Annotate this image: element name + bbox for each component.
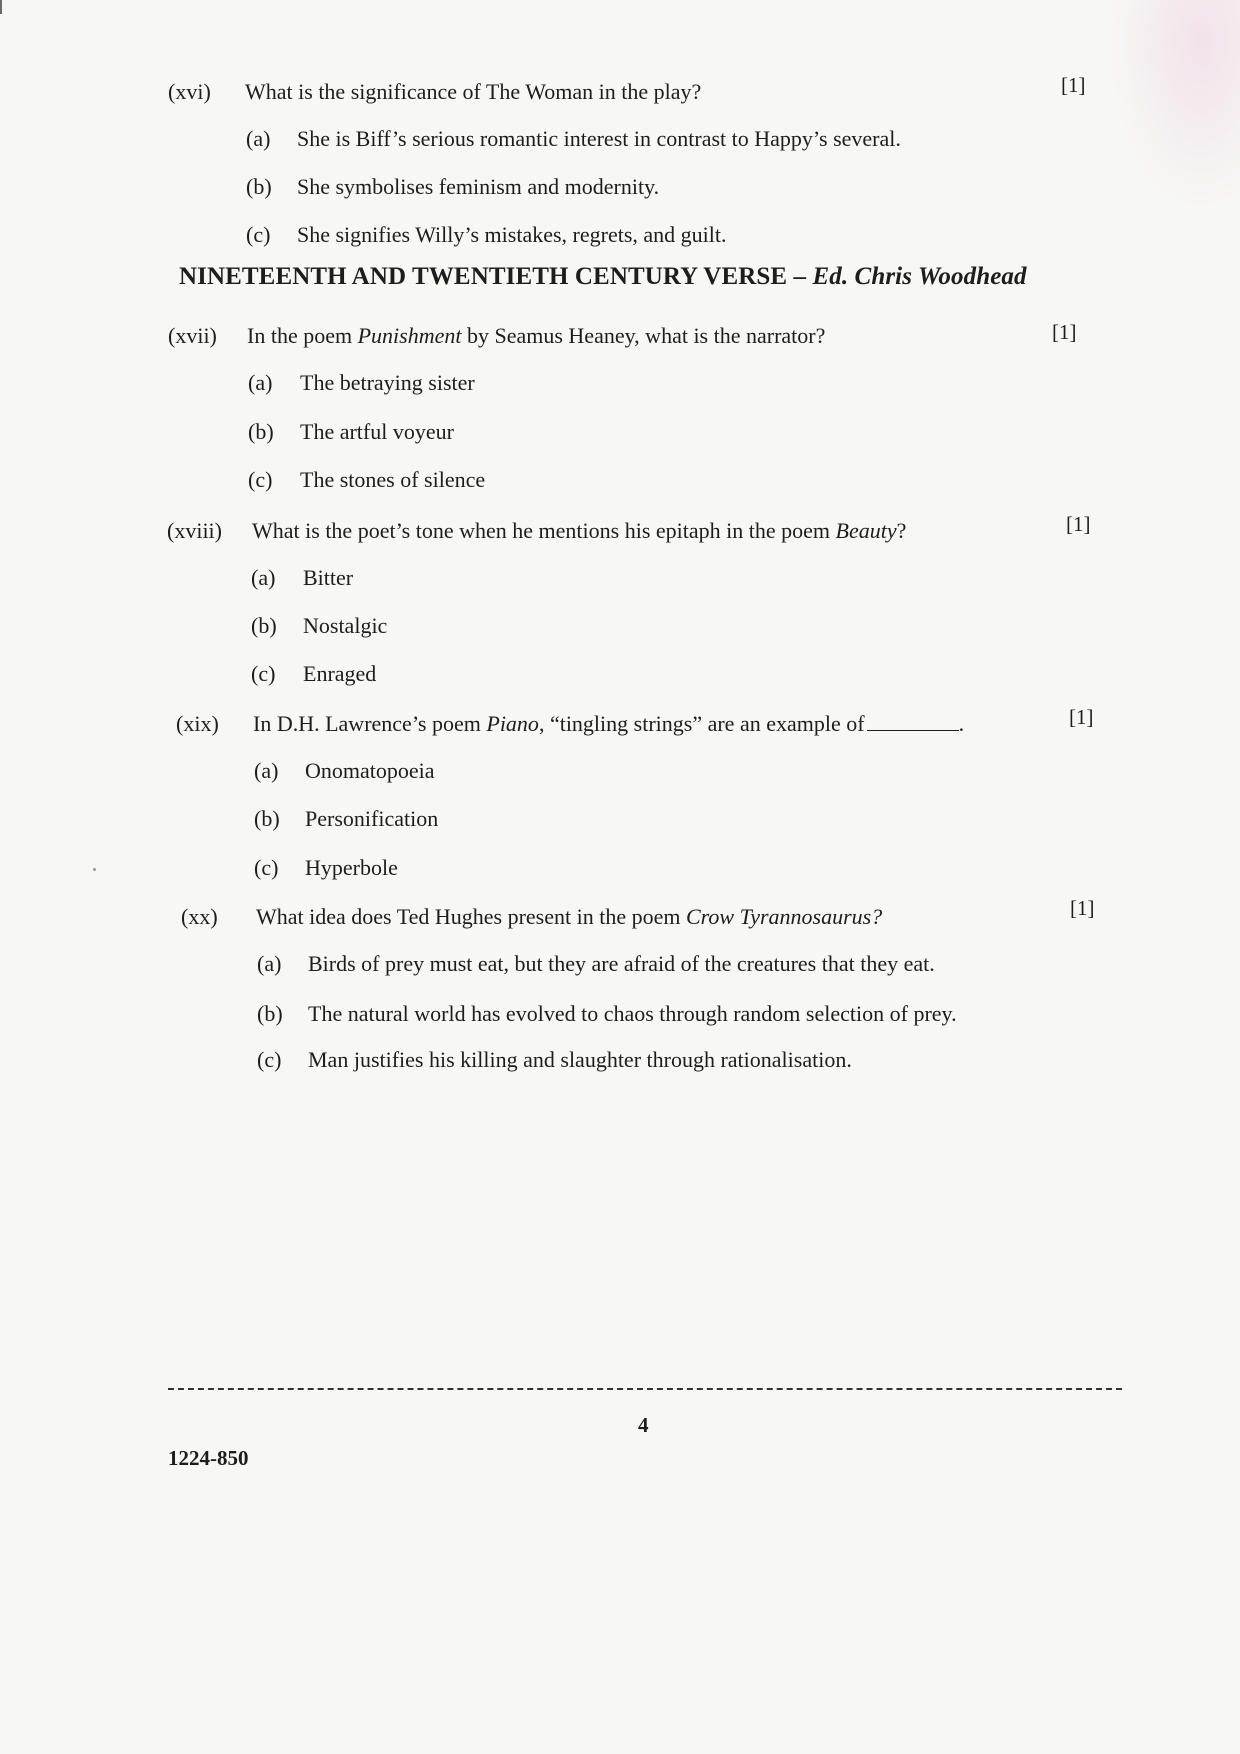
- option-label: (c): [248, 467, 273, 492]
- option-label: (c): [254, 855, 279, 880]
- option-text: The artful voyeur: [300, 419, 454, 444]
- option-text: Onomatopoeia: [305, 758, 435, 783]
- option-text: The natural world has evolved to chaos through random selection of prey.: [308, 1001, 957, 1026]
- section-heading: [179, 263, 1027, 291]
- question-number: (xvii): [168, 323, 217, 348]
- option-text: The betraying sister: [300, 370, 475, 395]
- option-label: (b): [248, 419, 274, 444]
- question-text: In the poem Punishment by Seamus Heaney, what is the narrator?: [247, 323, 826, 348]
- question-text: What is the significance of The Woman in the play?: [245, 79, 702, 104]
- question-mark: [1]: [1052, 320, 1077, 344]
- option-label: (b): [251, 613, 277, 638]
- poem-title: Crow Tyrannosaurus?: [686, 904, 883, 929]
- footer-divider: [168, 1388, 1122, 1390]
- option-text: The stones of silence: [300, 467, 486, 492]
- option-label: (a): [257, 951, 282, 976]
- option-label: (a): [248, 370, 273, 395]
- option-label: (a): [246, 126, 271, 151]
- option-text: Enraged: [303, 661, 377, 686]
- option-label: (b): [257, 1001, 283, 1026]
- question-number: (xix): [176, 711, 219, 736]
- question-mark: [1]: [1069, 705, 1094, 729]
- section-dash: –: [787, 263, 813, 290]
- option-label: (b): [246, 174, 272, 199]
- option-text: Hyperbole: [305, 855, 398, 880]
- question-number: (xviii): [167, 518, 222, 543]
- paper-code: 1224-850: [168, 1446, 249, 1470]
- option-text: Birds of prey must eat, but they are afraid of the creatures that they eat.: [308, 951, 935, 976]
- scan-speck: [93, 868, 96, 871]
- option-text: Man justifies his killing and slaughter through rationalisation.: [308, 1047, 852, 1072]
- scan-smudge: [1110, 0, 1240, 210]
- question-number: (xx): [181, 904, 218, 929]
- option-label: (b): [254, 806, 280, 831]
- option-text: She symbolises feminism and modernity.: [297, 174, 660, 199]
- option-text: Nostalgic: [303, 613, 388, 638]
- question-mark: [1]: [1061, 73, 1086, 97]
- poem-title: Punishment: [357, 323, 462, 348]
- section-title: NINETEENTH AND TWENTIETH CENTURY VERSE: [179, 263, 788, 290]
- question-mark: [1]: [1070, 896, 1095, 920]
- question-text: What is the poet’s tone when he mentions his epitaph in the poem Beauty?: [252, 518, 907, 543]
- option-label: (a): [254, 758, 279, 783]
- option-label: (a): [251, 565, 276, 590]
- scan-edge-mark: [0, 0, 2, 14]
- option-label: (c): [257, 1047, 282, 1072]
- option-text: Personification: [305, 806, 439, 831]
- option-label: (c): [246, 222, 271, 247]
- option-text: Bitter: [303, 565, 354, 590]
- question-text: What idea does Ted Hughes present in the poem Crow Tyrannosaurus?: [256, 904, 883, 929]
- poem-title: Beauty: [835, 518, 897, 543]
- question-mark: [1]: [1066, 512, 1091, 536]
- question-number: (xvi): [168, 79, 211, 104]
- section-editor: Ed. Chris Woodhead: [812, 263, 1027, 290]
- option-text: She is Biff’s serious romantic interest in contrast to Happy’s several.: [297, 126, 901, 151]
- option-label: (c): [251, 661, 276, 686]
- option-text: She signifies Willy’s mistakes, regrets, and guilt.: [297, 222, 727, 247]
- poem-title: Piano: [486, 711, 539, 736]
- page-number: 4: [638, 1413, 649, 1437]
- answer-blank: [867, 729, 959, 731]
- question-text: In D.H. Lawrence’s poem Piano, “tingling strings” are an example of .: [253, 711, 965, 736]
